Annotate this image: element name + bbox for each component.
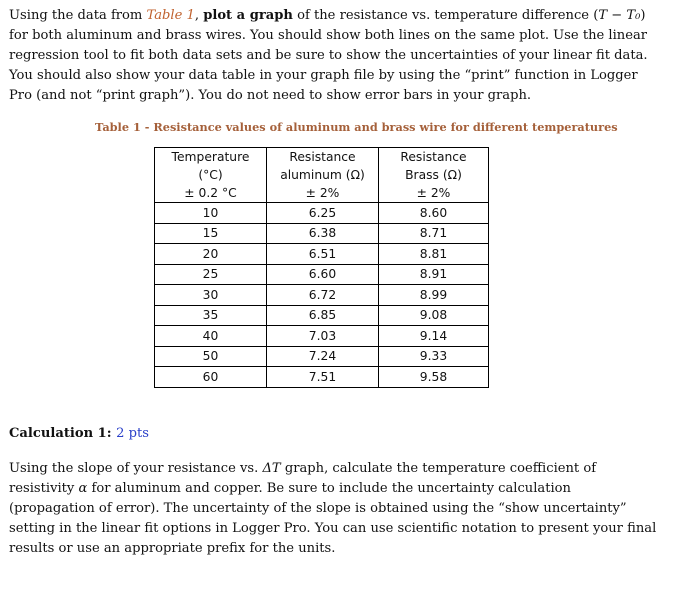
brass-resistance-cell: 8.60 xyxy=(379,203,489,224)
table-caption: Table 1 - Resistance values of aluminum and brass wire for different temperatures xyxy=(95,120,618,134)
aluminum-resistance-cell: 6.51 xyxy=(267,244,379,265)
plot-instruction: plot a graph xyxy=(203,8,293,23)
aluminum-resistance-cell: 7.24 xyxy=(267,346,379,367)
resistance-table xyxy=(154,147,489,388)
calc-text-3: for aluminum and copper. Be sure to include the uncertainty calculation (propagation of error). The uncertainty of the slope is obtained using the “show uncertainty” setting in the linear fit options in Logger Pro. You can use scientific notation to present your final results or use an appropriate prefix for the units. xyxy=(9,481,657,556)
table-row xyxy=(155,264,489,285)
temperature-cell: 10 xyxy=(155,203,267,224)
calculation-instructions xyxy=(9,459,659,559)
temperature-cell: 60 xyxy=(155,367,267,388)
intro-text-4: ) for both aluminum and brass wires. You should show both lines on the same plot. Use the linear regression tool to fit both data sets and be sure to show the uncertainties of your linear fit data. You should also show your data table in your graph file by using the “print” function in Logger Pro (and not “print graph”). You do not need to show error bars in your graph. xyxy=(9,8,648,103)
temperature-cell: 30 xyxy=(155,285,267,306)
table-row xyxy=(155,203,489,224)
aluminum-resistance-cell: 6.60 xyxy=(267,264,379,285)
calc-text-2: graph, calculate the temperature coefficient of resistivity xyxy=(9,461,597,496)
brass-resistance-cell: 8.99 xyxy=(379,285,489,306)
calculation-points: 2 pts xyxy=(116,426,150,441)
table-row xyxy=(155,326,489,347)
brass-resistance-cell: 8.81 xyxy=(379,244,489,265)
temperature-cell: 25 xyxy=(155,264,267,285)
temperature-cell: 15 xyxy=(155,223,267,244)
aluminum-resistance-cell: 7.03 xyxy=(267,326,379,347)
temperature-difference-formula: T − T₀ xyxy=(598,8,641,23)
temperature-cell: 40 xyxy=(155,326,267,347)
delta-t-symbol: ΔT xyxy=(262,461,281,476)
brass-resistance-cell: 9.33 xyxy=(379,346,489,367)
intro-text-1: Using the data from xyxy=(9,8,147,23)
aluminum-resistance-cell: 6.25 xyxy=(267,203,379,224)
temperature-cell: 35 xyxy=(155,305,267,326)
aluminum-resistance-cell: 6.38 xyxy=(267,223,379,244)
calculation-heading xyxy=(9,424,659,444)
table-header-row xyxy=(155,148,489,203)
table-reference: Table 1 xyxy=(146,8,195,23)
table-row xyxy=(155,223,489,244)
temperature-cell: 20 xyxy=(155,244,267,265)
brass-resistance-cell: 9.08 xyxy=(379,305,489,326)
brass-resistance-cell: 8.71 xyxy=(379,223,489,244)
brass-resistance-cell: 9.58 xyxy=(379,367,489,388)
instructions-paragraph xyxy=(9,6,659,106)
calc-text-1: Using the slope of your resistance vs. xyxy=(9,461,263,476)
brass-resistance-cell: 8.91 xyxy=(379,264,489,285)
table-row xyxy=(155,367,489,388)
aluminum-resistance-header: Resistance aluminum (Ω) ± 2% xyxy=(267,148,379,203)
alpha-symbol: α xyxy=(78,481,88,496)
brass-resistance-cell: 9.14 xyxy=(379,326,489,347)
aluminum-resistance-cell: 6.85 xyxy=(267,305,379,326)
aluminum-resistance-cell: 6.72 xyxy=(267,285,379,306)
calculation-title: Calculation 1: xyxy=(9,426,117,441)
table-row xyxy=(155,346,489,367)
table-row xyxy=(155,244,489,265)
brass-resistance-header: Resistance Brass (Ω) ± 2% xyxy=(379,148,489,203)
intro-text-3: of the resistance vs. temperature difference ( xyxy=(292,8,599,23)
temperature-cell: 50 xyxy=(155,346,267,367)
aluminum-resistance-cell: 7.51 xyxy=(267,367,379,388)
temperature-header: Temperature (°C) ± 0.2 °C xyxy=(155,148,267,203)
table-body xyxy=(155,203,489,388)
table-row xyxy=(155,305,489,326)
intro-text-2: , xyxy=(194,8,204,23)
table-row xyxy=(155,285,489,306)
